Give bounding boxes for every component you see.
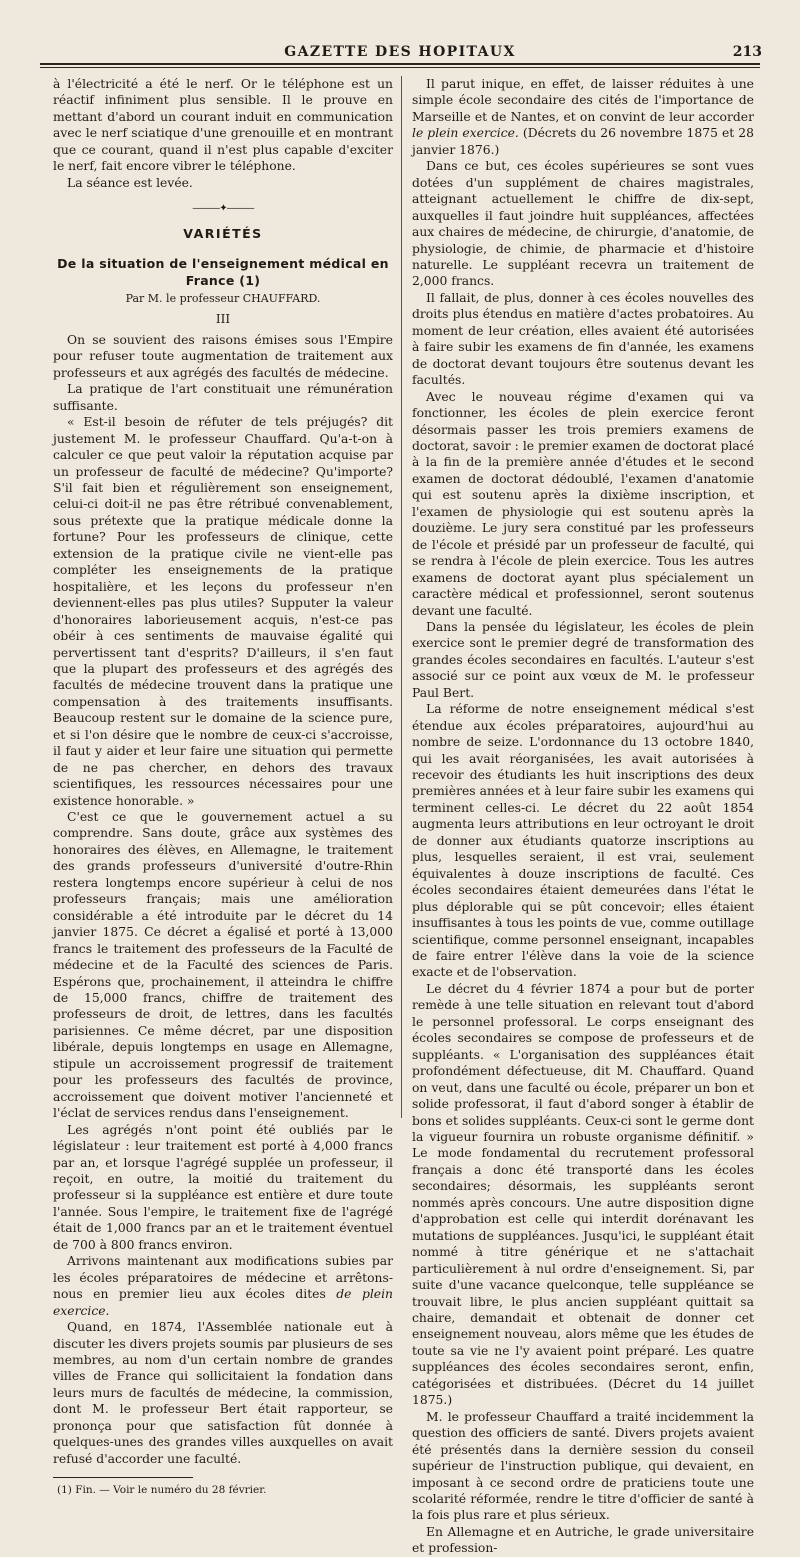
- article-author: Par M. le professeur CHAUFFARD.: [125, 291, 321, 305]
- right-column: [412, 76, 754, 1557]
- page-header: [40, 42, 760, 62]
- header-rule-thin: [40, 67, 760, 68]
- paragraph: Dans ce but, ces écoles supérieures se sont vues dotées d'un supplément de chaires magistrales, atteignant actuellement le chiffre de dix-sept, auxquelles il faut joindre huit suppléances, affectées aux chaires de médecine, de chirurgie, d'anatomie, de physiologie, de chimie, de pharmacie et d'histoire naturelle. Le suppléant recevra un traitement de 2,000 francs.: [412, 159, 754, 289]
- paragraph-text: Arrivons maintenant aux modifications subies par les écoles préparatoires de médecine et arrêtons-nous en premier lieu aux écoles dites: [53, 1254, 393, 1302]
- page-number: 213: [732, 44, 762, 60]
- article-title: De la situation de l'enseignement médical en France (1): [57, 256, 389, 288]
- footnote-rule: [53, 1477, 193, 1478]
- italic-phrase: le plein exercice.: [412, 126, 519, 141]
- paragraph: Il fallait, de plus, donner à ces écoles nouvelles des droits plus étendus en matière d'actes probatoires. Au moment de leur création, elles avaient été autorisées à faire subir les examens de fin d'année, les examens de doctorat devant toujours être soutenus devant les facultés.: [412, 290, 754, 388]
- paragraph: Le décret du 4 février 1874 a pour but de porter remède à une telle situation en relevant tout d'abord le personnel professoral. Le corps enseignant des écoles secondaires se compose de professeurs et de suppléants. « L'organisation des suppléances était profondément défectueuse, dit M. Chauffard. Quand on veut, dans une faculté ou école, préparer un bon et solide professorat, il faut d'abord songer à établir de bons et solides suppléants. Ceux-ci sont le germe dont la vigueur fournira un robuste organisme définitif. » Le mode fondamental du recrutement professoral français a donc été transporté dans les écoles secondaires; désormais, les suppléants seront nommés après concours. Une autre disposition digne d'approbation est celle qui interdit dorénavant les mutations de suppléances. Jusqu'ici, le suppléant était nommé à titre générique et ne s'attachait particulièrement à nul ordre d'enseignement. Si, par suite d'une vacance quelconque, telle suppléance se trouvait libre, le plus ancien suppléant quittait sa chaire, demandait et obtenait de donner cet enseignement nouveau, alors même que les études de toute sa vie ne l'y avaient point préparé. Les quatre suppléances des écoles secondaires seront, enfin, catégorisées et distribuées. (Décret du 14 juillet 1875.): [412, 981, 754, 1408]
- footnote: (1) Fin. — Voir le numéro du 28 février.: [57, 1484, 267, 1497]
- paragraph: Quand, en 1874, l'Assemblée nationale eut à discuter les divers projets soumis par plusieurs de ses membres, au nom d'un certain nombre de grandes villes de France qui sollicitaient la fondation dans leurs murs de facultés de médecine, la commission, dont M. le professeur Bert était rapporteur, se prononça pour que satisfaction fût donnée à quelques-unes des grandes villes auxquelles on avait refusé d'accorder une faculté.: [53, 1320, 393, 1466]
- paragraph: La pratique de l'art constituait une rémunération suffisante.: [53, 382, 393, 413]
- left-column: [53, 76, 393, 1499]
- paragraph-text: (Décrets du 26 novembre 1875 et 28 janvier 1876.): [412, 126, 754, 157]
- paragraph: C'est ce que le gouvernement actuel a su comprendre. Sans doute, grâce aux systèmes des honoraires des élèves, en Allemagne, le traitement des grands professeurs d'université d'outre-Rhin restera longtemps encore supérieur à celui de nos professeurs français; mais une amélioration considérable a été introduite par le décret du 14 janvier 1875. Ce décret a égalisé et porté à 13,000 francs le traitement des professeurs de la Faculté de médecine et de la Faculté des sciences de Paris. Espérons que, prochainement, il atteindra le chiffre de 15,000 francs, chiffre de traitement des professeurs de droit, de lettres, dans les facultés parisiennes. Ce même décret, par une disposition libérale, depuis longtemps en usage en Allemagne, stipule un accroissement progressif de traitement pour les professeurs des facultés de province, accroissement que doivent motiver l'ancienneté et l'éclat de services rendus dans l'enseignement.: [53, 810, 393, 1121]
- paragraph: à l'électricité a été le nerf. Or le téléphone est un réactif infiniment plus sensible. Il le prouve en mettant d'abord un courant induit en communication avec le nerf sciatique d'une grenouille et en montrant que ce courant, quand il n'est plus capable d'exciter le nerf, fait encore vibrer le téléphone.: [53, 77, 393, 174]
- paragraph: Les agrégés n'ont point été oubliés par le législateur : leur traitement est porté à 4,000 francs par an, et lorsque l'agrégé supplée un professeur, il reçoit, en outre, la moitié du traitement du professeur si la suppléance est entière et dure toute l'année. Sous l'empire, le traitement fixe de l'agrégé était de 1,000 francs par an et le traitement éventuel de 700 à 800 francs environ.: [53, 1122, 393, 1252]
- paragraph: Avec le nouveau régime d'examen qui va fonctionner, les écoles de plein exercice feront désormais passer les trois premiers examens de doctorat, savoir : le premier examen de doctorat placé à la fin de la première année d'études et le second examen de doctorat dédoublé, l'examen d'anatomie qui est soutenu après la dixième inscription, et l'examen de physiologie qui est soutenu après la douzième. Le jury sera constitué par les professeurs de l'école et présidé par un professeur de faculté, qui se rendra à l'école de plein exercice. Tous les autres examens de doctorat ayant plus spécialement un caractère médical et professionnel, seront soutenus devant une faculté.: [412, 389, 754, 618]
- ornament-divider: ———✦———: [192, 203, 254, 215]
- part-number: III: [215, 312, 231, 327]
- running-title: GAZETTE DES HOPITAUX: [284, 44, 516, 60]
- paragraph: Dans la pensée du législateur, les écoles de plein exercice sont le premier degré de transformation des grandes écoles secondaires en facultés. L'auteur s'est associé sur ce point aux vœux de M. le professeur Paul Bert.: [412, 619, 754, 700]
- paragraph: On se souvient des raisons émises sous l'Empire pour refuser toute augmentation de traitement aux professeurs et aux agrégés des facultés de médecine.: [53, 332, 393, 380]
- italic-phrase: de plein exercice.: [53, 1287, 393, 1318]
- header-rule-thick: [40, 63, 760, 65]
- paragraph-text: Il parut inique, en effet, de laisser réduites à une simple école secondaire des cités de l'importance de Marseille et de Nantes, et on convint de leur accorder: [412, 77, 754, 124]
- paragraph-seance-levee: La séance est levée.: [67, 175, 193, 190]
- paragraph: En Allemagne et en Autriche, le grade universitaire et profession-: [412, 1524, 754, 1556]
- section-title: VARIÉTÉS: [183, 225, 263, 241]
- paragraph: [53, 1253, 393, 1319]
- paragraph: M. le professeur Chauffard a traité incidemment la question des officiers de santé. Divers projets avaient été présentés dans la dernière session du conseil supérieur de l'instruction publique, qui devaient, en imposant à ce second ordre de praticiens toute une scolarité réformée, rendre le titre d'officier de santé à la fois plus rare et plus sérieux.: [412, 1409, 754, 1523]
- paragraph: La réforme de notre enseignement médical s'est étendue aux écoles préparatoires, aujourd'hui au nombre de seize. L'ordonnance du 13 octobre 1840, qui les avait réorganisées, les avait autorisées à recevoir des étudiants les huit inscriptions des deux premières années et à leur faire subir les examens qui terminent celles-ci. Le décret du 22 août 1854 augmenta leurs attributions en leur octroyant le droit de donner aux étudiants quatorze inscriptions au plus, lesquelles seraient, il est vrai, seulement équivalentes à douze inscriptions de faculté. Ces écoles secondaires étaient demeurées dans l'état le plus déplorable qui se pût concevoir; elles étaient insuffisantes à tous les points de vue, comme outillage scientifique, comme personnel enseignant, incapables de faire entrer l'élève dans la voie de la science exacte et de l'observation.: [412, 702, 754, 980]
- paragraph: [412, 76, 754, 158]
- column-divider: [401, 76, 402, 1118]
- paragraph: « Est-il besoin de réfuter de tels préjugés? dit justement M. le professeur Chauffard. Qu'a-t-on à calculer ce que peut valoir la réputation acquise par un professeur de faculté de médecine? Qu'importe? S'il fait bien et régulièrement son enseignement, celui-ci doit-il ne pas être rétribué convenablement, sous prétexte que la pratique médicale donne la fortune? Pour les professeurs de clinique, cette extension de la pratique civile ne vient-elle pas compléter les enseignements de la pratique hospitalière, et les leçons du professeur n'en deviennent-elles pas plus utiles? Supputer la valeur d'honoraires laborieusement acquis, n'est-ce pas obéir à ces sentiments de mauvaise égalité qui pervertissent tant d'esprits? D'ailleurs, il s'en faut que la plupart des professeurs et des agrégés des facultés de médecine trouvent dans la pratique une compensation à des traitements insuffisants. Beaucoup restent sur le domaine de la science pure, et si l'on désire que le nombre de ceux-ci s'accroisse, il faut y aider et leur faire une situation qui permette de ne pas chercher, en dehors des travaux scientifiques, les ressources nécessaires pour une existence honorable. »: [53, 415, 393, 808]
